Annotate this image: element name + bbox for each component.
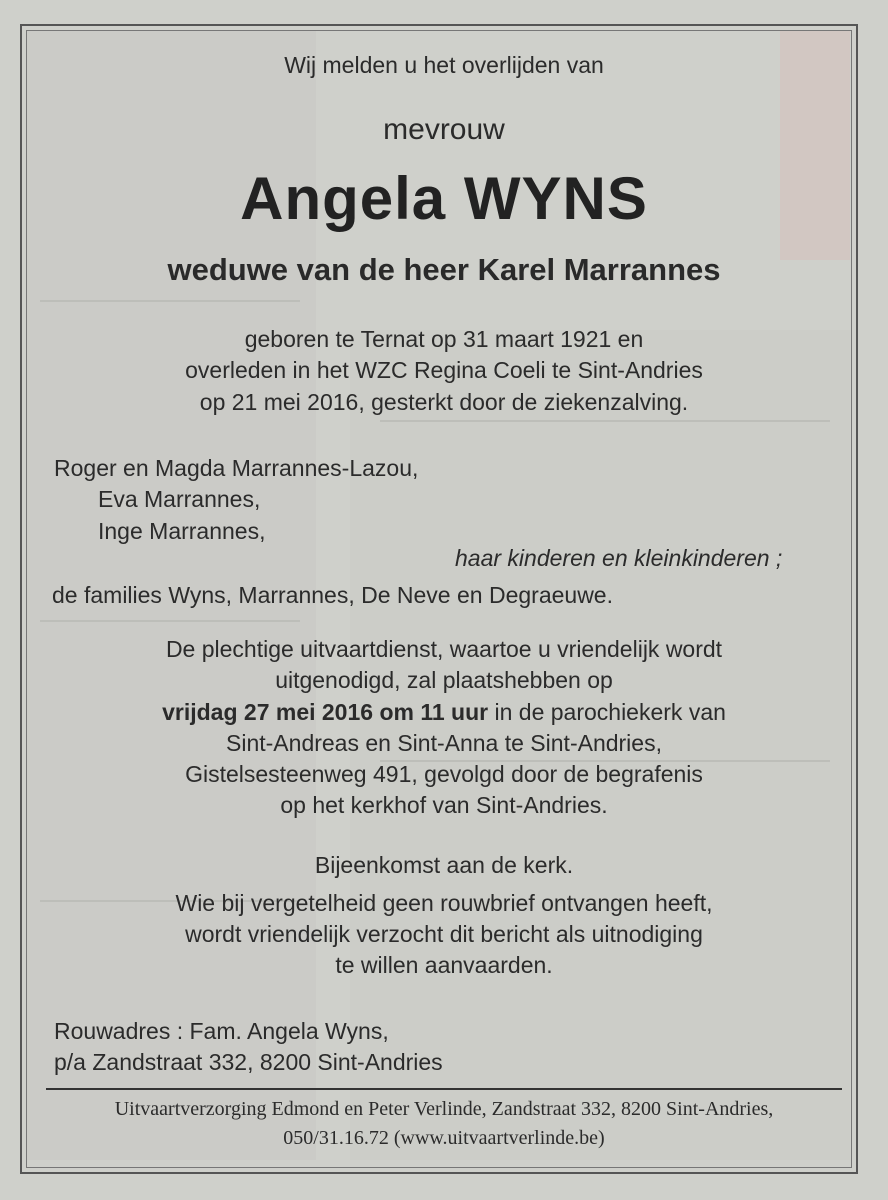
mourning-address-line-1: Rouwadres : Fam. Angela Wyns, <box>54 1018 389 1044</box>
invitation-line-1: Wie bij vergetelheid geen rouwbrief ontvangen heeft, <box>175 890 713 916</box>
birth-line-2: overleden in het WZC Regina Coeli te Sint-Andries <box>185 357 703 383</box>
invitation-line-3: te willen aanvaarden. <box>335 952 553 978</box>
family-member-3: Inge Marrannes, <box>98 518 266 544</box>
widow-line: weduwe van de heer Karel Marrannes <box>167 252 721 287</box>
intro-line: Wij melden u het overlijden van <box>284 52 604 78</box>
family-member-1: Roger en Magda Marrannes-Lazou, <box>54 455 419 481</box>
invitation-line-2: wordt vriendelijk verzocht dit bericht als uitnodiging <box>185 921 703 947</box>
service-line-5: Gistelsesteenweg 491, gevolgd door de begrafenis <box>185 761 703 787</box>
birth-line-1: geboren te Ternat op 31 maart 1921 en <box>244 326 644 352</box>
service-line-3-rest: in de parochiekerk van <box>488 699 726 725</box>
service-line-2: uitgenodigd, zal plaatshebben op <box>275 667 613 693</box>
service-line-4: Sint-Andreas en Sint-Anna te Sint-Andries, <box>226 730 662 756</box>
meeting-line: Bijeenkomst aan de kerk. <box>314 852 574 878</box>
deceased-name: Angela WYNS <box>240 165 648 232</box>
funeral-home-line: Uitvaartverzorging Edmond en Peter Verlinde, Zandstraat 332, 8200 Sint-Andries, <box>114 1098 774 1120</box>
service-line-1: De plechtige uitvaartdienst, waartoe u vriendelijk wordt <box>165 636 723 662</box>
families-line: de families Wyns, Marrannes, De Neve en Degraeuwe. <box>52 582 613 608</box>
service-line-3 <box>0 699 888 726</box>
family-member-2: Eva Marrannes, <box>98 486 261 512</box>
mourning-address-line-2: p/a Zandstraat 332, 8200 Sint-Andries <box>54 1049 443 1075</box>
birth-line-3: op 21 mei 2016, gesterkt door de ziekenzalving. <box>199 389 689 415</box>
family-relation: haar kinderen en kleinkinderen ; <box>455 545 783 571</box>
footer-divider <box>46 1088 842 1090</box>
honorific: mevrouw <box>383 113 505 146</box>
service-date: vrijdag 27 mei 2016 om 11 uur <box>162 699 489 725</box>
funeral-home-contact: 050/31.16.72 (www.uitvaartverlinde.be) <box>283 1127 605 1149</box>
service-line-6: op het kerkhof van Sint-Andries. <box>280 792 608 818</box>
